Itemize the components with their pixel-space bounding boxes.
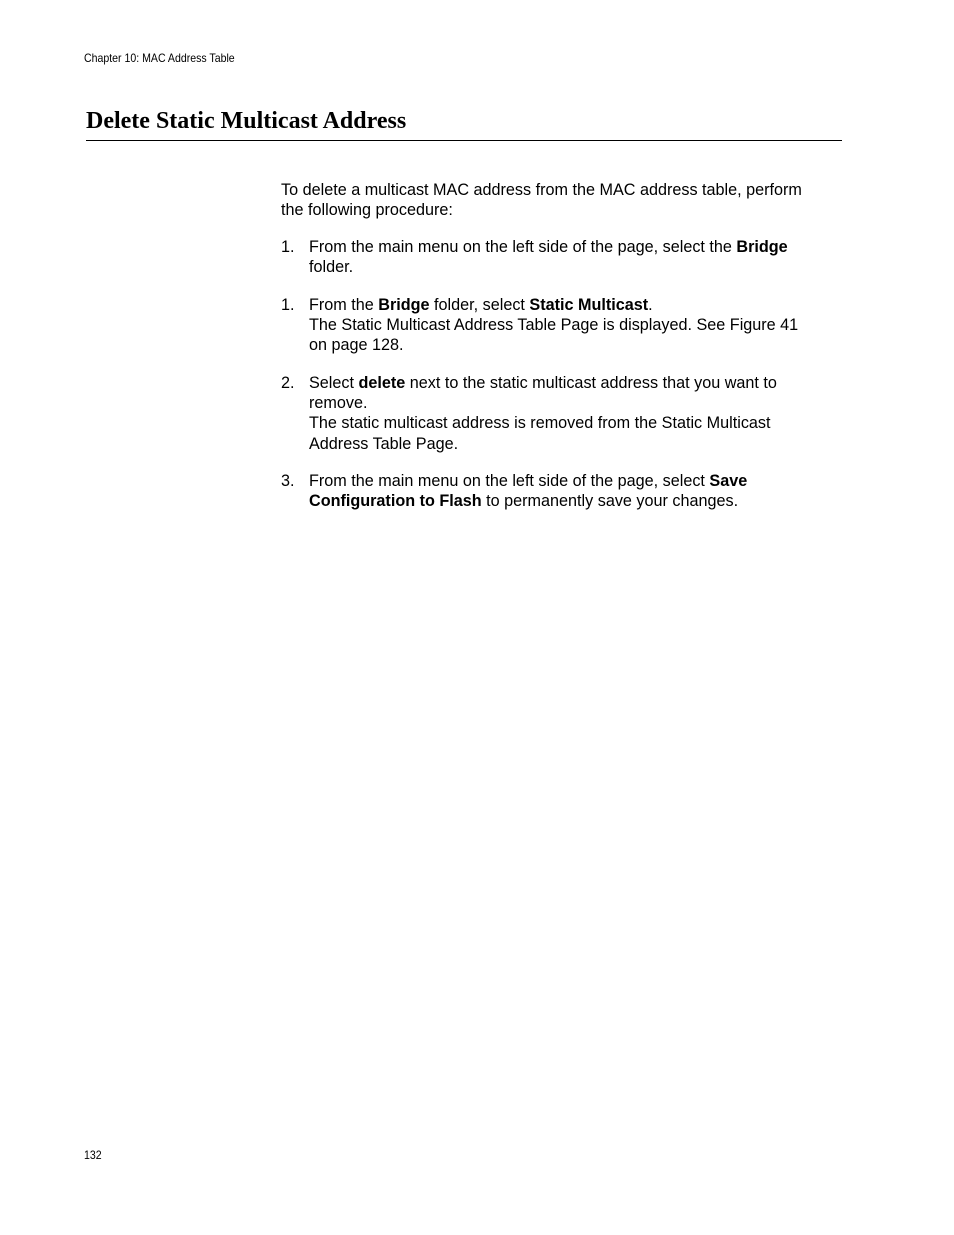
step-text: From the xyxy=(309,296,379,314)
step-result: on page 128. xyxy=(309,336,404,355)
step-result: The Static Multicast Address Table Page is displayed. See Figure 41 xyxy=(309,316,799,335)
page-number: 132 xyxy=(84,1148,102,1162)
step-text: folder, select xyxy=(429,296,530,314)
procedure-step-2 xyxy=(281,295,843,356)
step-number: 2. xyxy=(281,374,295,392)
procedure-step-1 xyxy=(281,237,843,277)
procedure-step-3 xyxy=(281,373,843,454)
ui-term-bridge: Bridge xyxy=(736,238,788,256)
step-number: 1. xyxy=(281,296,295,314)
step-text: From the main menu on the left side of the page, select the xyxy=(309,238,737,256)
step-text: folder. xyxy=(309,258,354,277)
step-text: . xyxy=(648,296,653,314)
procedure-step-4 xyxy=(281,471,843,511)
section-title: Delete Static Multicast Address xyxy=(86,108,407,134)
intro-line-1: To delete a multicast MAC address from the MAC address table, perform xyxy=(281,181,802,199)
intro-line-2: the following procedure: xyxy=(281,201,453,220)
step-text: Select xyxy=(309,374,359,392)
step-content xyxy=(309,373,843,454)
step-number: 3. xyxy=(281,472,295,490)
title-rule xyxy=(86,140,842,141)
step-result: The static multicast address is removed from the Static Multicast xyxy=(309,414,771,433)
step-instruction xyxy=(309,491,843,511)
step-text: remove. xyxy=(309,394,368,413)
ui-term-configuration-to-flash: Configuration to Flash xyxy=(309,492,482,511)
step-instruction xyxy=(309,471,843,491)
ui-term-static-multicast: Static Multicast xyxy=(529,296,649,314)
ui-term-save: Save xyxy=(709,472,748,490)
step-text: to permanently save your changes. xyxy=(481,492,739,511)
intro-paragraph xyxy=(281,180,841,220)
step-result: Address Table Page. xyxy=(309,434,459,453)
step-instruction xyxy=(309,295,843,315)
step-text: next to the static multicast address that you want to xyxy=(405,374,777,392)
step-number: 1. xyxy=(281,238,295,256)
step-instruction xyxy=(309,237,843,257)
step-content xyxy=(309,471,843,511)
step-instruction xyxy=(309,373,843,393)
step-text: From the main menu on the left side of the page, select xyxy=(309,472,710,490)
ui-term-delete: delete xyxy=(358,374,406,392)
step-content xyxy=(309,237,843,277)
step-content xyxy=(309,295,843,356)
ui-term-bridge: Bridge xyxy=(378,296,430,314)
running-header: Chapter 10: MAC Address Table xyxy=(84,51,235,65)
